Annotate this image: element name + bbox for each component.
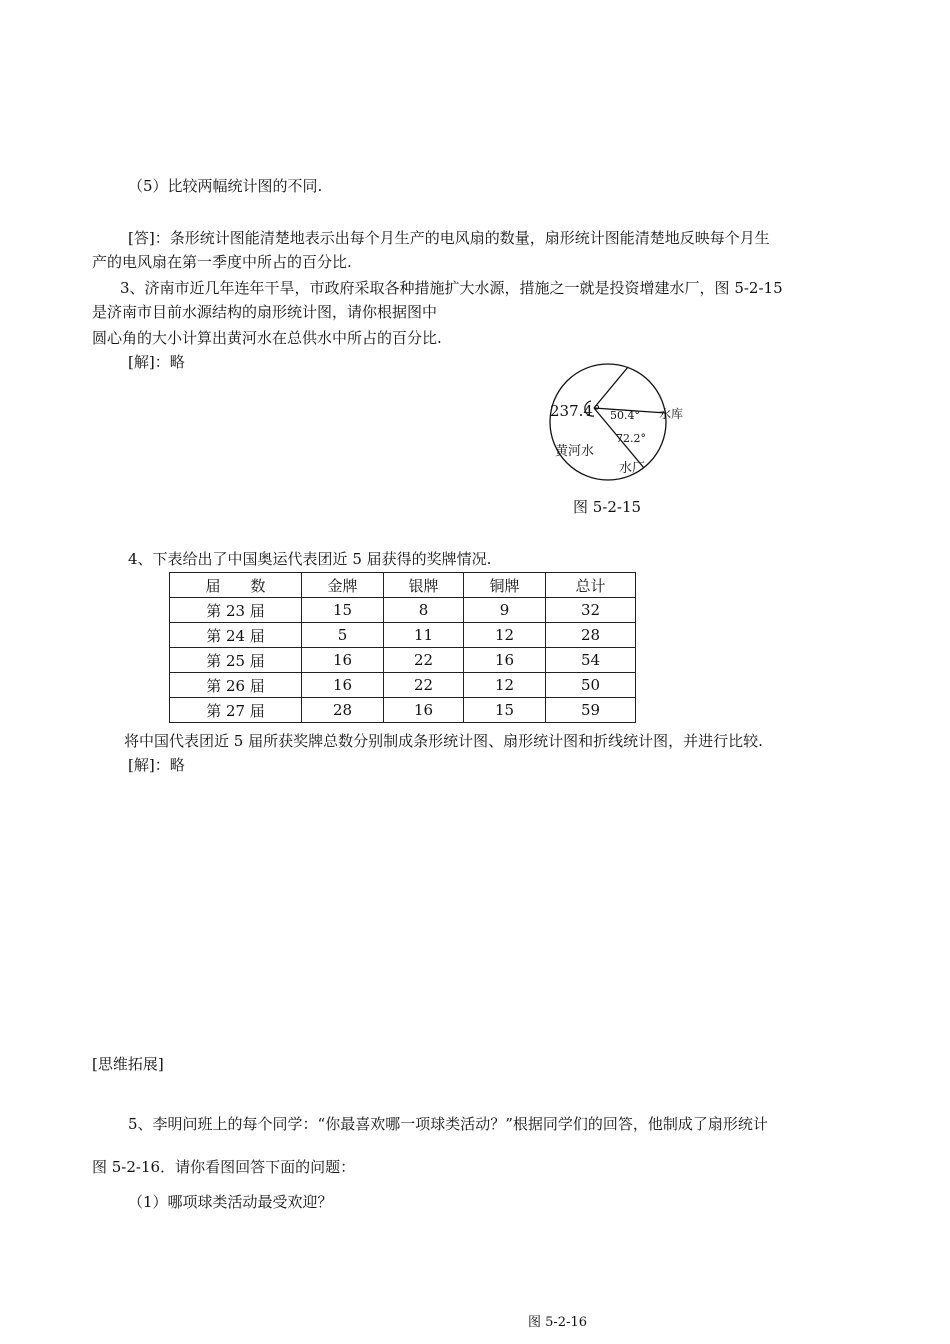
figure-5-2-15-pie bbox=[528, 356, 708, 496]
q3-line3: 圆心角的大小计算出黄河水在总供水中所占的百分比. bbox=[92, 329, 442, 347]
angle-plant-label: 72.2° bbox=[616, 432, 646, 445]
label-reservoir: 水库 bbox=[659, 407, 684, 421]
cell-gold: 16 bbox=[302, 648, 384, 673]
cell-total: 28 bbox=[546, 623, 636, 648]
cell-silver: 22 bbox=[384, 673, 464, 698]
table-row bbox=[170, 648, 636, 673]
table-row bbox=[170, 598, 636, 623]
cell-gold: 5 bbox=[302, 623, 384, 648]
cell-session: 第 26 届 bbox=[170, 673, 302, 698]
header-gold: 金牌 bbox=[302, 573, 384, 598]
q5-line2: 图 5-2-16．请你看图回答下面的问题： bbox=[92, 1158, 356, 1176]
cell-total: 32 bbox=[546, 598, 636, 623]
table-row bbox=[170, 623, 636, 648]
cell-bronze: 15 bbox=[464, 698, 546, 723]
cell-session: 第 25 届 bbox=[170, 648, 302, 673]
cell-bronze: 16 bbox=[464, 648, 546, 673]
cell-gold: 16 bbox=[302, 673, 384, 698]
cell-silver: 11 bbox=[384, 623, 464, 648]
angle-reservoir-label: 50.4° bbox=[610, 409, 640, 422]
q4-task: 将中国代表团近 5 届所获奖牌总数分别制成条形统计图、扇形统计图和折线统计图，并进行比较. bbox=[124, 732, 763, 750]
cell-bronze: 9 bbox=[464, 598, 546, 623]
label-water-plant: 水厂 bbox=[619, 461, 646, 476]
header-session: 届 数 bbox=[170, 573, 302, 598]
q5-line1: 5、李明问班上的每个同学：“你最喜欢哪一项球类活动？”根据同学们的回答，他制成了扇形统计 bbox=[128, 1115, 768, 1133]
cell-silver: 22 bbox=[384, 648, 464, 673]
cell-gold: 28 bbox=[302, 698, 384, 723]
cell-total: 59 bbox=[546, 698, 636, 723]
pie-circle bbox=[550, 364, 666, 480]
header-bronze: 铜牌 bbox=[464, 573, 546, 598]
figure-5-2-16-caption: 图 5-2-16 bbox=[528, 1315, 588, 1330]
cell-session: 第 27 届 bbox=[170, 698, 302, 723]
cell-silver: 8 bbox=[384, 598, 464, 623]
cell-total: 54 bbox=[546, 648, 636, 673]
q5-part1: （1）哪项球类活动最受欢迎？ bbox=[128, 1193, 333, 1211]
cell-session: 第 23 届 bbox=[170, 598, 302, 623]
table-row bbox=[170, 698, 636, 723]
figure-5-2-15-caption: 图 5-2-15 bbox=[573, 498, 642, 516]
medal-table-header-row bbox=[170, 573, 636, 598]
medal-table bbox=[169, 572, 636, 723]
q4-intro: 4、下表给出了中国奥运代表团近 5 届获得的奖牌情况. bbox=[128, 550, 492, 568]
cell-bronze: 12 bbox=[464, 673, 546, 698]
q3-line1: 3、济南市近几年连年干旱，市政府采取各种措施扩大水源，措施之一就是投资增建水厂，图 5-2-15 bbox=[120, 279, 783, 297]
q4-solution: [解]：略 bbox=[128, 756, 185, 774]
section-title: [思维拓展] bbox=[92, 1055, 164, 1073]
header-total: 总计 bbox=[546, 573, 636, 598]
cell-session: 第 24 届 bbox=[170, 623, 302, 648]
cell-total: 50 bbox=[546, 673, 636, 698]
cell-gold: 15 bbox=[302, 598, 384, 623]
q3-line2: 是济南市目前水源结构的扇形统计图，请你根据图中 bbox=[92, 303, 438, 321]
label-yellow-river: 黄河水 bbox=[555, 444, 595, 459]
angle-big-label: 237.4° bbox=[550, 402, 601, 420]
table-row bbox=[170, 673, 636, 698]
cell-bronze: 12 bbox=[464, 623, 546, 648]
q2-answer-line1: [答]：条形统计图能清楚地表示出每个月生产的电风扇的数量，扇形统计图能清楚地反映每个月生 bbox=[128, 229, 770, 247]
q3-solution: [解]：略 bbox=[128, 353, 185, 371]
header-silver: 银牌 bbox=[384, 573, 464, 598]
cell-silver: 16 bbox=[384, 698, 464, 723]
q2-answer-line2: 产的电风扇在第一季度中所占的百分比. bbox=[92, 253, 352, 271]
q2-part5: （5）比较两幅统计图的不同. bbox=[128, 177, 323, 195]
